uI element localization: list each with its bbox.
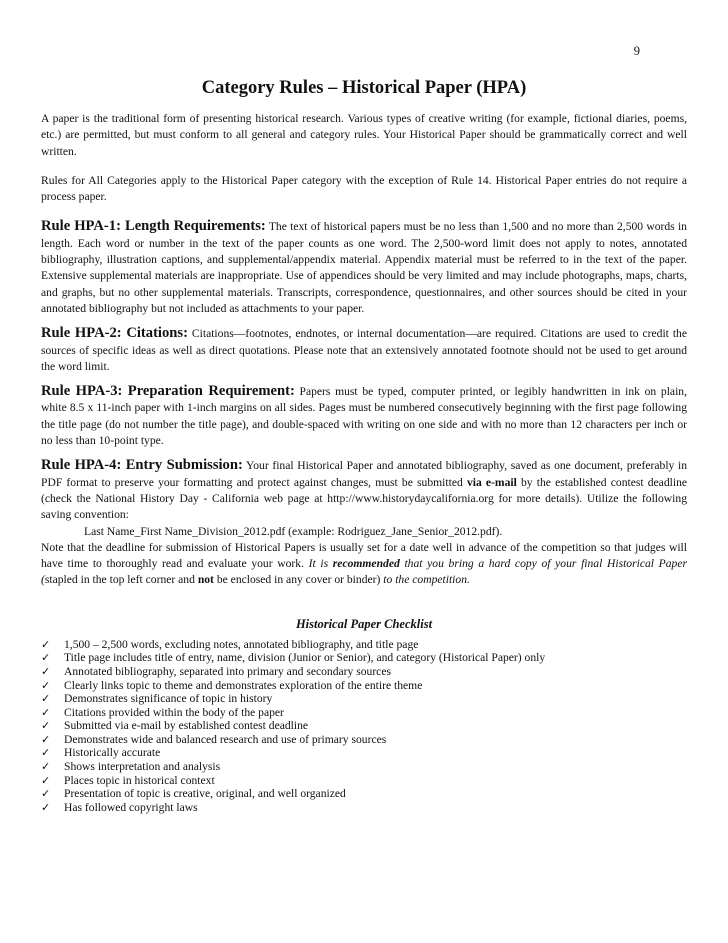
checklist-item-text: Demonstrates significance of topic in history [64,692,273,706]
checklist-item-text: Demonstrates wide and balanced research and use of primary sources [64,732,387,746]
checklist-item-text: 1,500 – 2,500 words, excluding notes, annotated bibliography, and title page [64,637,419,651]
checklist-item [41,638,687,652]
checklist-item [41,774,687,788]
checkmark-icon: ✓ [41,800,51,814]
document-body [41,111,687,814]
page-title: Category Rules – Historical Paper (HPA) [201,78,527,98]
note-not: not [197,573,214,587]
rule-hpa-2 [41,325,687,375]
note-italic-2: that you bring a hard copy of your final Historical Paper ( [41,557,687,587]
checkmark-icon: ✓ [41,637,51,651]
checklist-item-text: Presentation of topic is creative, original, and well organized [64,787,346,801]
rule-hpa-3 [41,383,687,449]
rule-hpa-3-text: Papers must be typed, computer printed, or legibly handwritten in ink on plain, white 8.5 x 11-inch paper with 1-inch margins on all sides. Pages must be numbered consecutively beginning with the first page following the title page (do not number the title page), and double-spaced with writing on one side and with no more than 12 characters per inch or no less than 10-point type. [41,385,687,448]
note-italic-3: to the competition. [383,573,470,587]
checkmark-icon: ✓ [41,746,51,760]
checkmark-icon: ✓ [41,705,51,719]
checklist-item-text: Shows interpretation and analysis [64,760,221,774]
checklist-item-text: Has followed copyright laws [64,800,198,814]
checkmark-icon: ✓ [41,732,51,746]
note-italic-1: It is [308,557,329,571]
checklist-item-text: Submitted via e-mail by established contest deadline [64,719,309,733]
checklist-item [41,733,687,747]
intro-paragraph: A paper is the traditional form of presenting historical research. Various types of creative writing (for example, fictional diaries, poems, etc.) are permitted, but must conform to all general and category rules. Your Historical Paper should be grammatically correct and well written. [41,112,687,158]
checklist-title: Historical Paper Checklist [295,616,433,631]
note-recommended: recommended [332,557,400,571]
rule-hpa-3-heading: Rule HPA-3: Preparation Requirement: [41,383,295,400]
rule-hpa-2-heading: Rule HPA-2: Citations: [41,325,188,342]
checklist-item-text: Title page includes title of entry, name, division (Junior or Senior), and category (Historical Paper) only [64,651,546,665]
checklist-item-text: Annotated bibliography, separated into primary and secondary sources [64,664,391,678]
checkmark-icon: ✓ [41,651,51,665]
checklist-item [41,651,687,665]
rule-hpa-4-note [41,540,687,589]
rule-hpa-4-text-b: by the established contest deadline (check the National History Day - California web page at http://www.historydaycalifornia.org for more details). Utilize the following saving convention: [41,475,688,522]
checklist [41,638,687,815]
checklist-item [41,679,687,693]
rule-hpa-1-text: The text of historical papers must be no less than 1,500 and no more than 2,500 words in length. Each word or number in the text of the paper counts as one word. The 2,500-word limit does not apply to notes, annotated bibliography, illustration captions, and supplemental/appendix material. Appendix material must be referred to in the text of the paper. Extensive supplemental materials are inappropriate. Use of appendices should be very limited and may include photographs, maps, charts, and graphs, but no other supplemental materials. Transcripts, correspondence, questionnaires, and other sources should be cited in your annotated bibliography but not included as attachments to your paper. [41,220,687,315]
checkmark-icon: ✓ [41,719,51,733]
rule-hpa-2-text: Citations—footnotes, endnotes, or internal documentation—are required. Citations are used to credit the sources of specific ideas as well as direct quotations. Please note that an extensively annotated footnote should not be used to get around the word limit. [41,327,687,373]
checkmark-icon: ✓ [41,678,51,692]
rule-hpa-1 [41,218,687,317]
checklist-item-text: Historically accurate [64,746,161,760]
rules-note-paragraph: Rules for All Categories apply to the Historical Paper category with the exception of Rule 14. Historical Paper entries do not require a process paper. [41,173,687,204]
checkmark-icon: ✓ [41,664,51,678]
checklist-item [41,692,687,706]
rule-hpa-4-via-email: via e-mail [466,475,517,489]
checkmark-icon: ✓ [41,692,51,706]
filename-convention: Last Name_First Name_Division_2012.pdf (example: Rodriguez_Jane_Senior_2012.pdf). [84,524,503,538]
note-deadline-text: Note that the deadline for submission of Historical Papers is usually set for a date well in advance of the competition so that judges will have time to thoroughly read and evaluate your work. [41,540,687,571]
checklist-item [41,801,687,815]
checklist-item [41,706,687,720]
checkmark-icon: ✓ [41,760,51,774]
checklist-item-text: Clearly links topic to theme and demonstrates exploration of the entire theme [64,678,423,692]
checklist-item [41,665,687,679]
rule-hpa-4 [41,457,687,523]
rule-hpa-4-text-a: Your final Historical Paper and annotated bibliography, saved as one document, preferably in PDF format to preserve your formatting and protect against changes, must be submitted [41,459,687,489]
checklist-item [41,719,687,733]
checklist-item-text: Citations provided within the body of the paper [64,705,284,719]
checklist-item [41,787,687,801]
checklist-item-text: Places topic in historical context [64,773,215,787]
note-enclosed: be enclosed in any cover or binder) [216,573,381,587]
page-number: 9 [633,44,640,58]
checkmark-icon: ✓ [41,787,51,801]
rule-hpa-4-heading: Rule HPA-4: Entry Submission: [41,457,243,474]
note-stapled: stapled in the top left corner and [44,573,195,587]
checkmark-icon: ✓ [41,773,51,787]
checklist-item [41,760,687,774]
rule-hpa-1-heading: Rule HPA-1: Length Requirements: [41,218,266,235]
checklist-item [41,746,687,760]
